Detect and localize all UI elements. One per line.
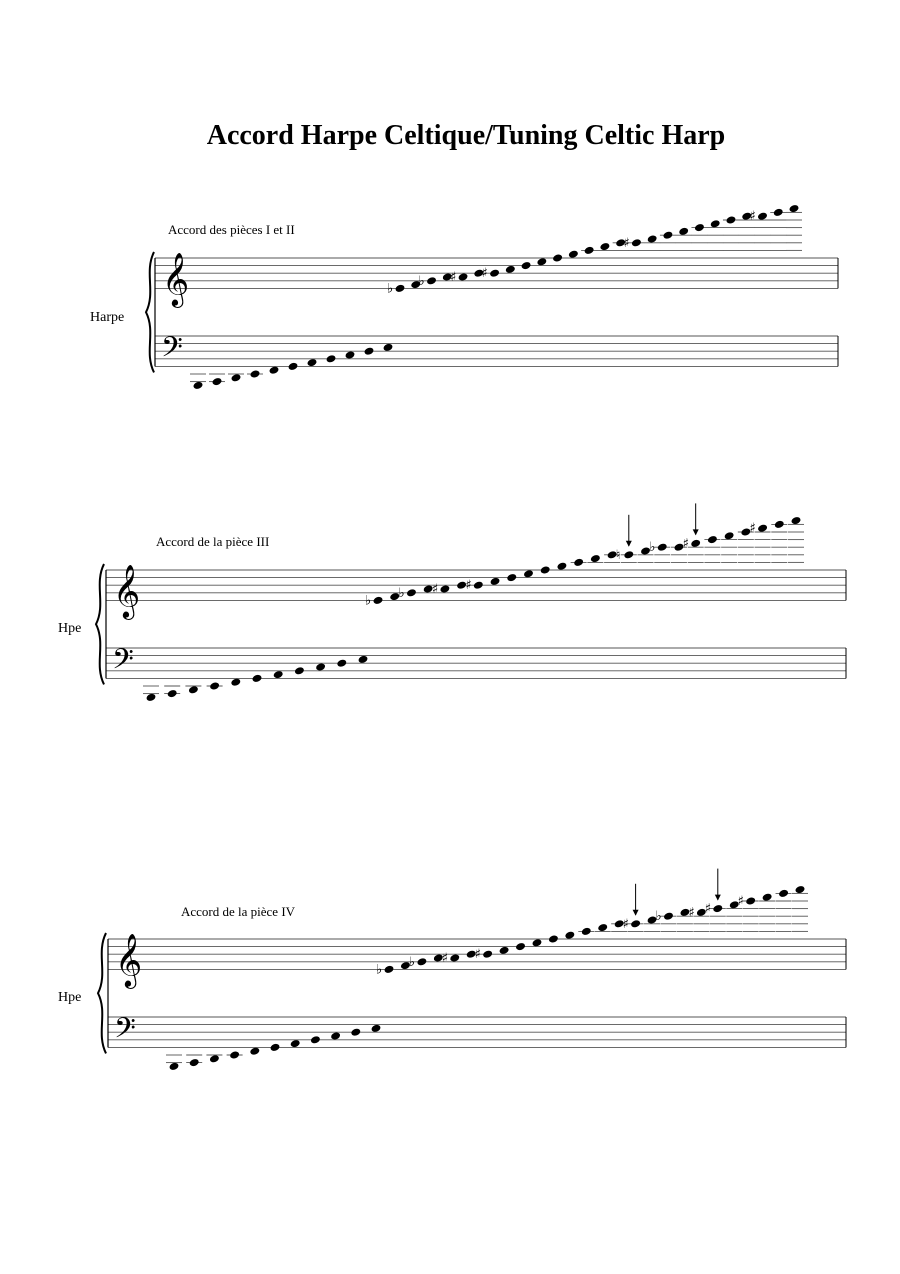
treble-note: [505, 265, 516, 274]
bass-clef: 𝄢: [161, 330, 183, 371]
treble-note: [548, 934, 559, 943]
treble-note: [426, 276, 437, 285]
bass-note: [315, 662, 326, 671]
treble-note: [384, 965, 395, 974]
treble-note: [521, 261, 532, 270]
treble-note: [791, 516, 802, 525]
accidental-flat: ♭: [408, 954, 416, 970]
bass-note: [326, 354, 337, 363]
bass-note: [209, 1054, 220, 1063]
accidental-sharp: ♯: [481, 266, 488, 282]
tuning-arrowhead: [693, 529, 699, 535]
accidental-flat: ♭: [418, 273, 425, 289]
bass-note: [169, 1062, 180, 1071]
treble-note: [657, 543, 668, 552]
bass-note: [146, 693, 157, 702]
treble-note: [489, 269, 500, 278]
treble-note: [623, 550, 634, 559]
bass-note: [310, 1035, 321, 1044]
accidental-flat: ♭: [376, 962, 383, 978]
treble-note: [762, 893, 773, 902]
treble-note: [690, 539, 701, 548]
accidental-flat: ♭: [649, 540, 656, 556]
bass-note: [193, 381, 204, 390]
accidental-sharp: ♯: [623, 235, 630, 251]
bass-note: [209, 681, 220, 690]
bass-note: [371, 1024, 382, 1033]
treble-note: [590, 554, 601, 563]
page-title: Accord Harpe Celtique/Tuning Celtic Harp: [206, 120, 726, 151]
treble-clef: 𝄞: [162, 251, 190, 306]
treble-note: [774, 520, 785, 529]
treble-note: [523, 569, 534, 578]
bass-note: [250, 369, 261, 378]
bass-note: [269, 366, 280, 375]
accidental-sharp: ♯: [465, 578, 472, 594]
accidental-flat: ♭: [398, 585, 405, 601]
bass-note: [330, 1031, 341, 1040]
treble-note: [473, 581, 484, 590]
treble-note: [710, 219, 721, 228]
system-3-instrument: Hpe: [58, 990, 82, 1005]
accidental-sharp: ♯: [441, 951, 449, 966]
treble-note: [647, 234, 658, 243]
bass-clef: 𝄢: [114, 1011, 136, 1052]
bass-note: [230, 678, 241, 687]
treble-note: [406, 588, 417, 597]
bass-note: [212, 377, 223, 386]
treble-clef: 𝄞: [113, 563, 141, 618]
treble-note: [556, 562, 567, 571]
accidental-sharp: ♯: [622, 916, 629, 932]
treble-note: [726, 215, 737, 224]
system-1-label: Accord des pièces I et II: [168, 222, 295, 237]
bass-note: [364, 347, 375, 356]
bass-note: [307, 358, 318, 367]
treble-note: [506, 573, 517, 582]
accidental-sharp: ♯: [688, 905, 695, 921]
treble-note: [631, 238, 642, 247]
tuning-arrowhead: [626, 541, 632, 547]
bass-note: [167, 689, 178, 698]
treble-note: [630, 919, 641, 928]
treble-note: [540, 565, 551, 574]
tuning-arrowhead: [633, 910, 639, 916]
accidental-sharp: ♯: [474, 947, 481, 963]
bass-note: [273, 670, 284, 679]
bass-note: [188, 685, 199, 694]
treble-note: [795, 885, 806, 894]
treble-note: [581, 927, 592, 936]
bass-clef: 𝄢: [112, 642, 134, 683]
treble-note: [395, 284, 406, 293]
accidental-sharp: ♯: [682, 536, 689, 552]
treble-note: [458, 272, 469, 281]
bass-note: [358, 655, 369, 664]
treble-note: [568, 250, 579, 259]
accidental-flat: ♭: [387, 281, 394, 297]
accidental-natural: ♮: [615, 547, 621, 563]
brace: [96, 564, 104, 684]
treble-note: [707, 535, 718, 544]
treble-note: [552, 253, 563, 262]
accidental-sharp: ♯: [431, 582, 439, 597]
treble-note: [439, 584, 450, 593]
system-2-label: Accord de la pièce III: [156, 534, 270, 549]
system-1-instrument: Harpe: [90, 310, 125, 325]
bass-note: [294, 666, 305, 675]
treble-note: [694, 223, 705, 232]
treble-note: [712, 904, 723, 913]
treble-note: [416, 957, 427, 966]
bass-note: [231, 373, 242, 382]
treble-note: [532, 938, 543, 947]
bass-note: [189, 1058, 200, 1067]
accidental-sharp: ♯: [450, 270, 457, 285]
treble-note: [773, 208, 784, 217]
treble-note: [757, 212, 768, 221]
treble-note: [789, 204, 800, 213]
bass-note: [288, 362, 299, 371]
treble-note: [662, 231, 673, 240]
bass-note: [345, 350, 356, 359]
accidental-sharp: ♯: [704, 901, 712, 917]
treble-note: [584, 246, 595, 255]
treble-note: [597, 923, 608, 932]
treble-note: [778, 889, 789, 898]
system-2-instrument: Hpe: [58, 621, 82, 636]
accidental-sharp: ♯: [737, 894, 744, 909]
treble-note: [663, 912, 674, 921]
treble-note: [745, 896, 756, 905]
treble-note: [573, 558, 584, 567]
treble-note: [490, 577, 501, 586]
bass-note: [336, 659, 347, 668]
treble-note: [373, 596, 384, 605]
treble-note: [678, 227, 689, 236]
accidental-sharp: ♯: [749, 209, 756, 225]
treble-note: [536, 257, 547, 266]
treble-note: [449, 953, 460, 962]
bass-note: [229, 1050, 240, 1059]
treble-note: [757, 524, 768, 533]
treble-note: [515, 942, 526, 951]
brace: [98, 933, 106, 1053]
treble-clef: 𝄞: [115, 932, 143, 987]
treble-note: [599, 242, 610, 251]
bass-note: [252, 674, 263, 683]
accidental-flat: ♭: [365, 593, 372, 609]
bass-note: [270, 1043, 281, 1052]
brace: [146, 252, 154, 372]
treble-note: [724, 531, 735, 540]
bass-note: [383, 343, 394, 352]
tuning-arrowhead: [715, 895, 721, 901]
treble-note: [482, 950, 493, 959]
system-3-label: Accord de la pièce IV: [181, 904, 296, 919]
treble-note: [564, 931, 575, 940]
bass-note: [350, 1028, 361, 1037]
bass-note: [249, 1047, 260, 1056]
treble-note: [499, 946, 510, 955]
bass-note: [290, 1039, 301, 1048]
accidental-flat: ♭: [655, 909, 662, 925]
accidental-sharp: ♯: [749, 521, 756, 537]
